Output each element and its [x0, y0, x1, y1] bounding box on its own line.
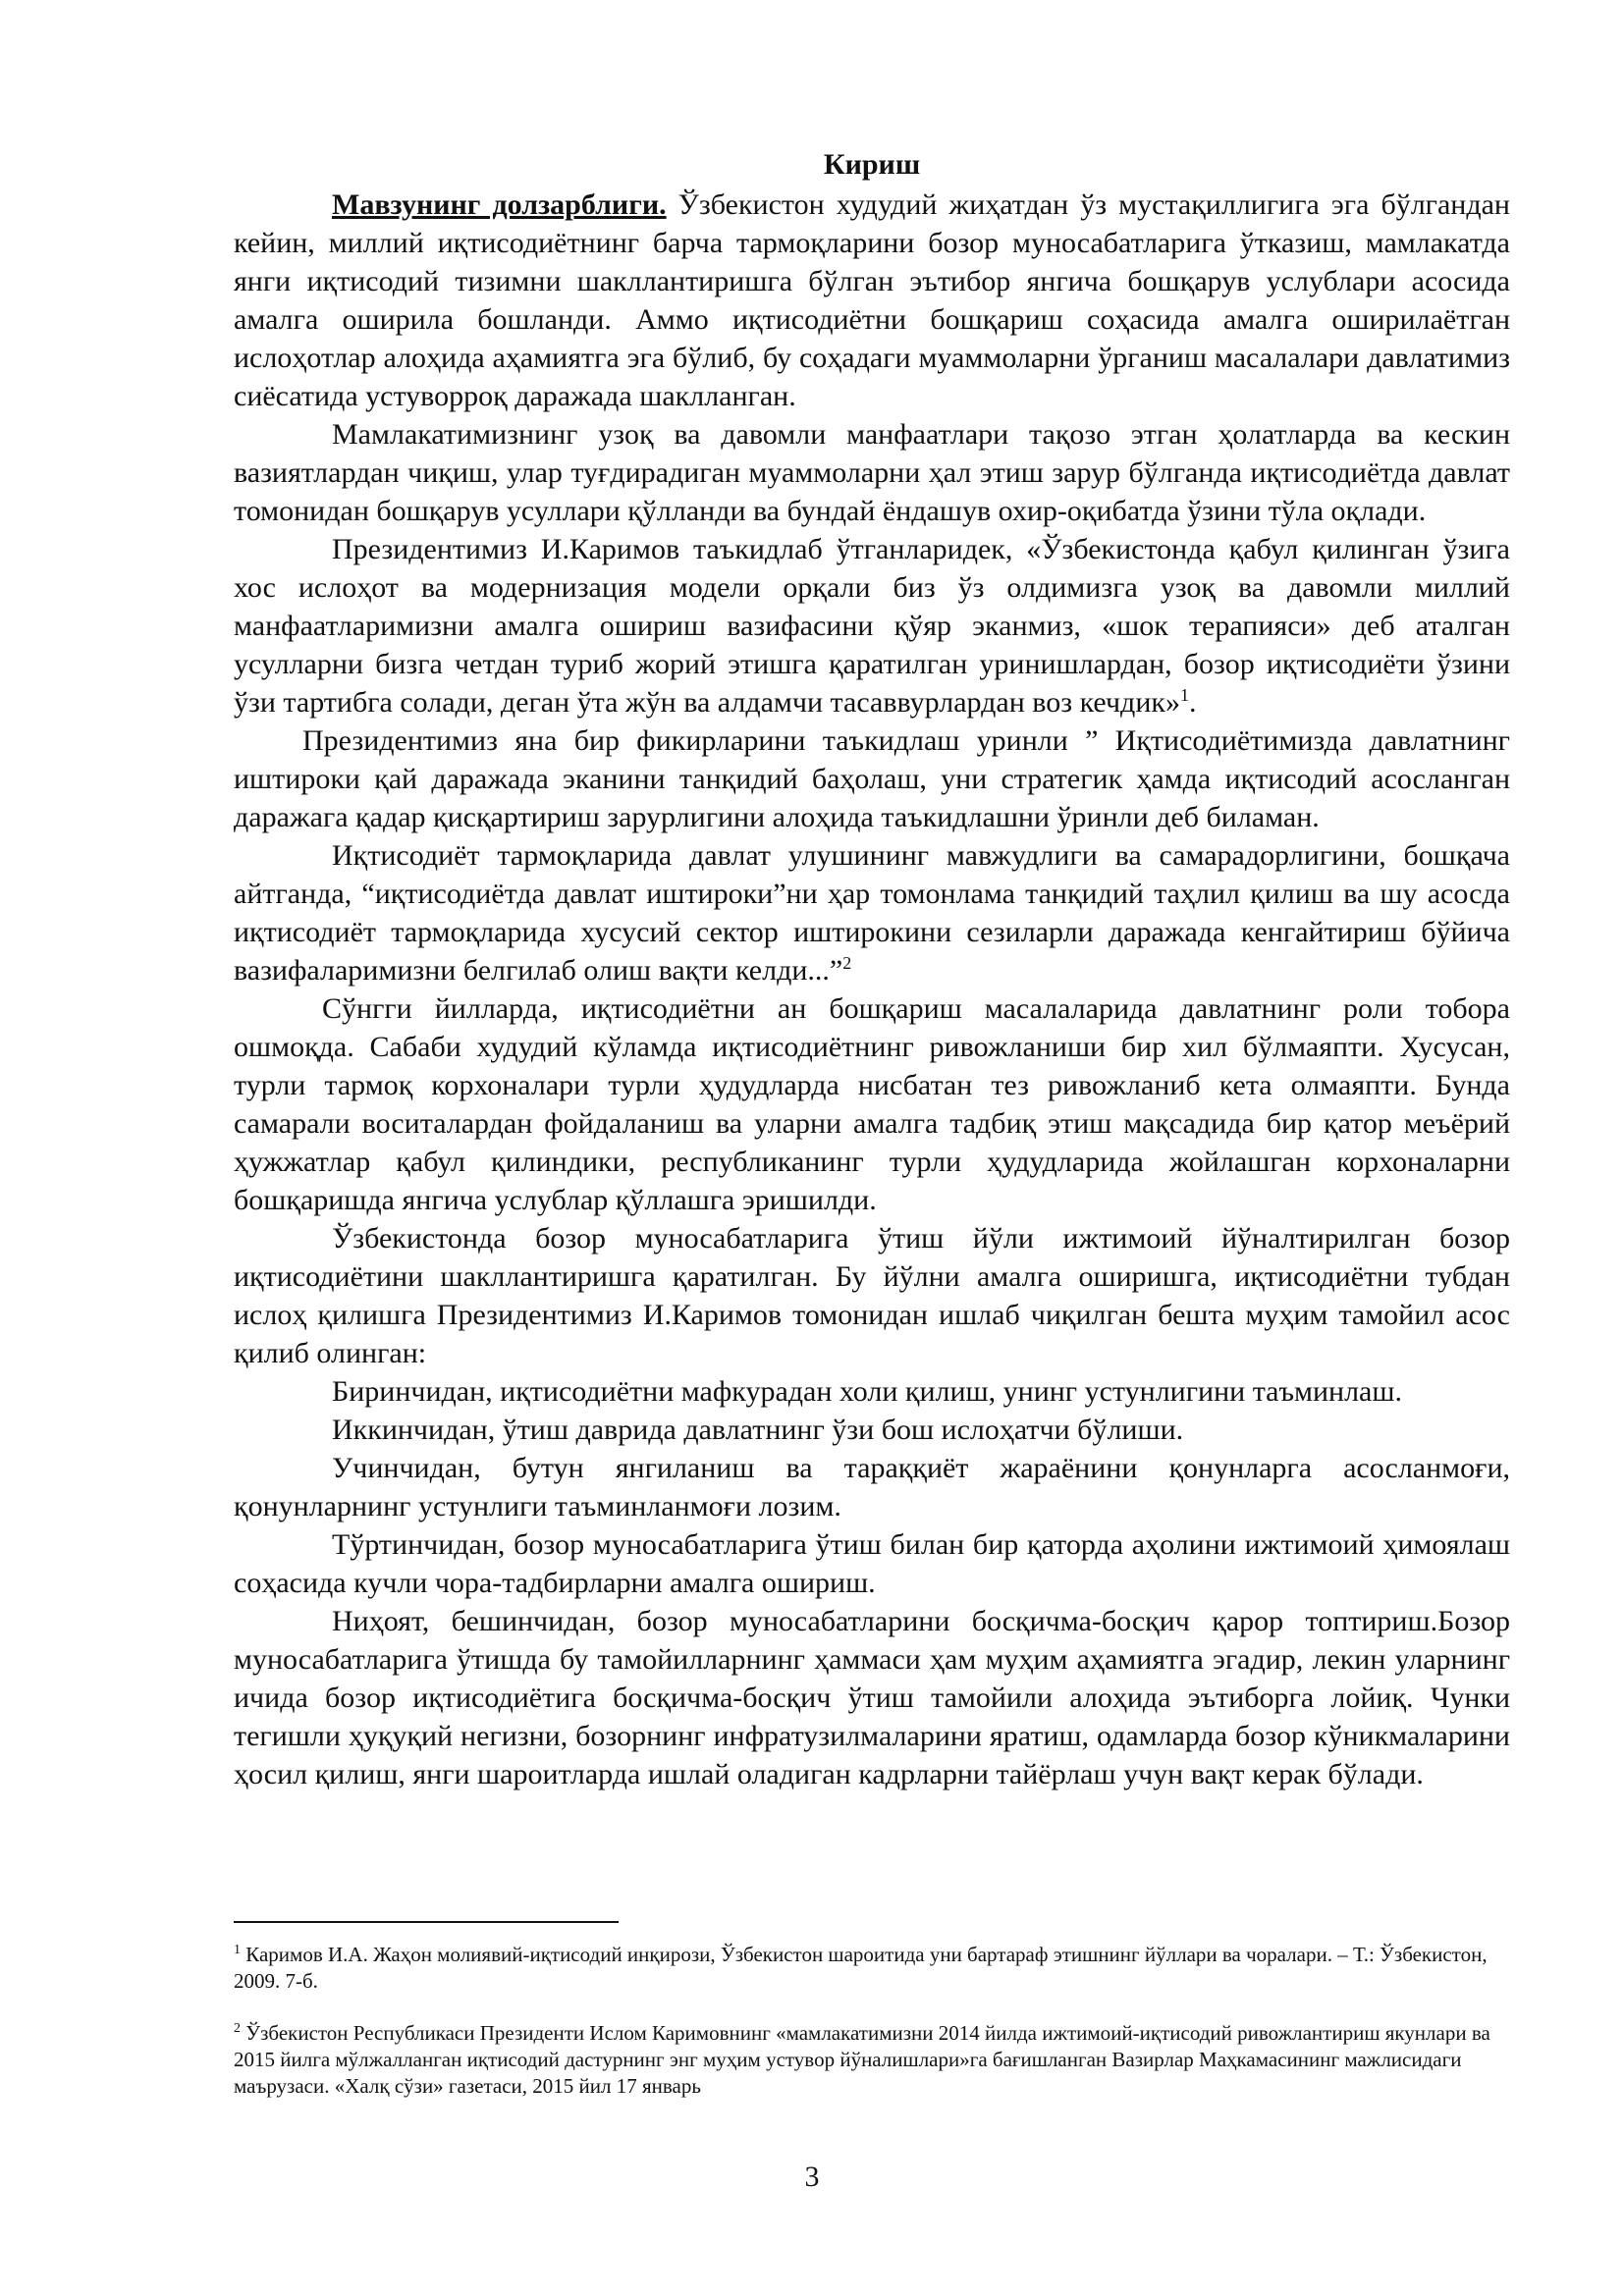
page-number: 3: [804, 2161, 820, 2193]
paragraph-text: Тўртинчидан, бозор муносабатларига ўтиш билан бир қаторда аҳолини ижтимоий ҳимоялаш соҳасида кучли чора-тадбирларни амалга ошириш.: [234, 1528, 1510, 1599]
footnote: [234, 2020, 1510, 2100]
paragraph-text-end: .: [1188, 686, 1197, 719]
paragraph: [234, 530, 1510, 721]
main-text: [234, 145, 1510, 1793]
footnote-text: Ўзбекистон Республикаси Президенти Ислом Каримовнинг «мамлакатимизни 2014 йилда ижтимоий-иқтисодий ривожлантириш якунлари ва 2015 йилга мўлжалланган иқтисодий дастурнинг энг муҳим устувор йўналишлари»га бағишланган Вазирлар Маҳкамасининг мажлисидаги маърузаси. «Халқ сўзи» газетаси, 2015 йил 17 январь: [234, 2021, 1490, 2098]
principle-item: [234, 1525, 1510, 1602]
principle-item: [234, 1411, 1510, 1449]
principle-item: [234, 1602, 1510, 1793]
paragraph-text: Ўзбекистонда бозор муносабатларига ўтиш йўли ижтимоий йўналтирилган бозор иқтисодиётини шакллантиришга қаратилган. Бу йўлни амалга оширишга, иқтисодиётни тубдан ислоҳ қилишга Президентимиз И.Каримов томонидан ишлаб чиқилган бешта муҳим тамойил асос қилиб олинган:: [234, 1222, 1510, 1369]
principle-item: [234, 1449, 1510, 1525]
paragraph-text: Иккинчидан, ўтиш даврида давлатнинг ўзи бош ислоҳатчи бўлиши.: [332, 1414, 1184, 1446]
paragraph-text: Учинчидан, бутун янгиланиш ва тараққиёт жараёнини қонунларга асосланмоғи, қонунларнинг устунлиги таъминланмоғи лозим.: [234, 1452, 1510, 1522]
paragraph: [234, 721, 1510, 836]
paragraph-text: Ниҳоят, бешинчидан, бозор муносабатларини босқичма-босқич қарор топтириш.Бозор муносабатларига ўтишда бу тамойилларнинг ҳаммаси ҳам муҳим аҳамиятга эгадир, лекин уларнинг ичида бозор иқтисодиётига босқичма-босқич ўтиш тамойили алоҳида эътиборга лойиқ. Чунки тегишли ҳуқуқий негизни, бозорнинг инфратузилмаларини яратиш, одамларда бозор кўникмаларини ҳосил қилиш, янги шароитларда ишлай оладиган кадрларни тайёрлаш учун вақт керак бўлади.: [234, 1605, 1510, 1790]
page-title: Кириш: [823, 148, 921, 181]
footnote-reference: 1: [1179, 685, 1189, 705]
footnote-separator: [234, 1921, 619, 1923]
footnote-reference: 2: [842, 953, 852, 973]
paragraph-text: Президентимиз И.Каримов таъкидлаб ўтганларидек, «Ўзбекистонда қабул қилинган ўзига хос ислоҳот ва модернизация модели орқали биз ўз олдимизга узоқ ва давомли миллий манфаатларимизни амалга ошириш вазифасини қўяр эканмиз, «шок терапияси» деб аталган усулларни бизга четдан туриб жорий этишга қаратилган уринишлардан, бозор иқтисодиёти ўзини ўзи тартибга солади, деган ўта жўн ва алдамчи тасаввурлардан воз кечдик»: [234, 533, 1510, 719]
paragraph-text: Мамлакатимизнинг узоқ ва давомли манфаатлари тақозо этган ҳолатларда ва кескин вазиятлардан чиқиш, улар туғдирадиган муаммоларни ҳал этиш зарур бўлганда иқтисодиётда давлат томонидан бошқарув усуллари қўлланди ва бундай ёндашув охир-оқибатда ўзини тўла оқлади.: [234, 418, 1510, 527]
paragraph-text: Президентимиз яна бир фикирларини таъкидлаш уринли ” Иқтисодиётимизда давлатнинг иштироки қай даражада эканини танқидий баҳолаш, уни стратегик ҳамда иқтисодий асосланган даражага қадар қисқартириш зарурлигини алоҳида таъкидлашни ўринли деб биламан.: [234, 724, 1510, 833]
footnotes: [234, 1942, 1510, 2125]
principle-item: [234, 1372, 1510, 1411]
paragraph-relevance: [234, 186, 1510, 415]
paragraph-text: Сўнгги йилларда, иқтисодиётни ан бошқариш масалаларида давлатнинг роли тобора ошмоқда. Сабаби худудий кўламда иқтисодиётнинг ривожланиши бир хил бўлмаяпти. Хусусан, турли тармоқ корхоналари турли ҳудудларда нисбатан тез ривожланиб кета олмаяпти. Бунда самарали воситалардан фойдаланиш ва уларни амалга тадбиқ этиш мақсадида бир қатор меъёрий ҳужжатлар қабул қилиндики, республиканинг турли ҳудудларида жойлашган корхоналарни бошқаришда янгича услублар қўллашга эришилди.: [234, 992, 1510, 1216]
footnote-text: Каримов И.А. Жаҳон молиявий-иқтисодий инқирози, Ўзбекистон шароитида уни бартараф этишнинг йўллари ва чоралари. – Т.: Ўзбекистон, 2009. 7-б.: [234, 1943, 1488, 1993]
paragraph-text: Ўзбекистон худудий жиҳатдан ўз мустақиллигига эга бўлгандан кейин, миллий иқтисодиётнинг барча тармоқларини бозор муносабатларига ўтказиш, мамлакатда янги иқтисодий тизимни шакллантиришга бўлган эътибор янгича бошқарув услублари асосида амалга оширила бошланди. Аммо иқтисодиётни бошқариш соҳасида амалга оширилаётган ислоҳотлар алоҳида аҳамиятга эга бўлиб, бу соҳадаги муаммоларни ўрганиш масалалари давлатимиз сиёсатида устуворроқ даражада шаклланган.: [234, 188, 1510, 412]
footnote: [234, 1942, 1510, 1995]
paragraph-lead-heading: Мавзунинг долзарблиги.: [332, 188, 667, 221]
paragraph-text: Иқтисодиёт тармоқларида давлат улушининг мавжудлиги ва самарадорлигини, бошқача айтганда, “иқтисодиётда давлат иштироки”ни ҳар томонлама танқидий таҳлил қилиш ва шу асосда иқтисодиёт тармоқларида хусусий сектор иштирокини сезиларли даражада кенгайтириш бўйича вазифаларимизни белгилаб олиш вақти келди...”: [234, 839, 1510, 987]
paragraph: [234, 836, 1510, 989]
paragraph: [234, 415, 1510, 530]
footnote-number: 2: [234, 2021, 241, 2036]
paragraph: [234, 989, 1510, 1219]
footnote-number: 1: [234, 1943, 241, 1957]
paragraph-text: Биринчидан, иқтисодиётни мафкурадан холи қилиш, унинг устунлигини таъминлаш.: [332, 1375, 1402, 1408]
paragraph: [234, 1219, 1510, 1372]
